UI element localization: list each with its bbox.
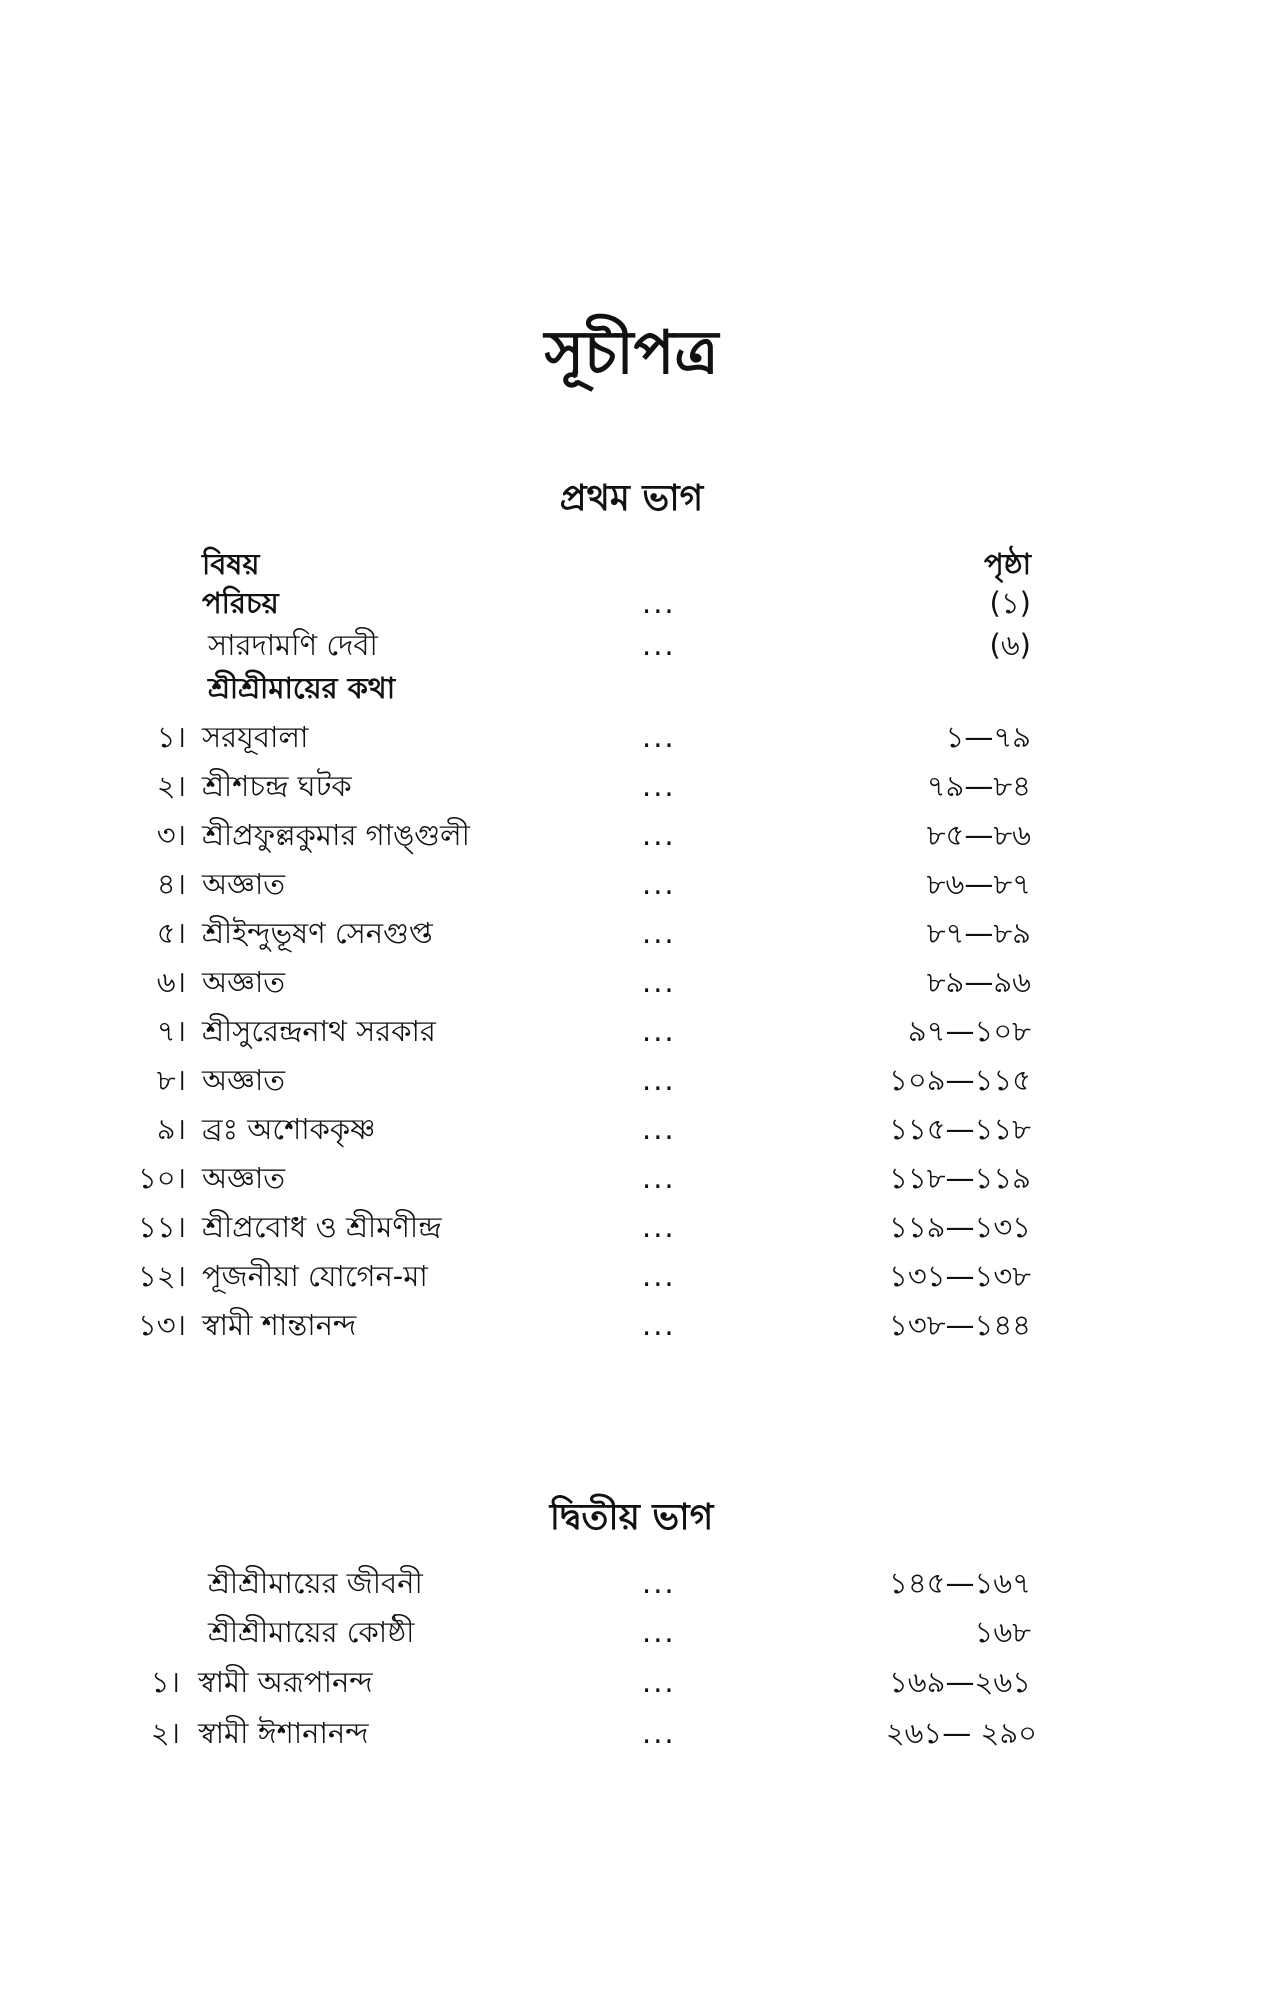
toc-row (0, 622, 1263, 668)
entry-number: ১১। (137, 1210, 186, 1244)
entry-number: ৪। (156, 867, 186, 901)
toc-title: স্বামী শান্তানন্দ (202, 1308, 357, 1342)
leader-dots: ... (642, 1308, 676, 1342)
toc-row (0, 1204, 1263, 1250)
toc-title: শ্রীশ্রীমায়ের কোষ্ঠী (208, 1615, 415, 1649)
toc-title: পরিচয় (202, 586, 279, 620)
leader-dots: ... (642, 720, 676, 754)
toc-title: শ্রীশচন্দ্র ঘটক (202, 769, 352, 803)
toc-row (0, 1008, 1263, 1054)
toc-pages: ১৩৮—১৪৪ (889, 1308, 1031, 1342)
entry-number: ৩। (156, 818, 186, 852)
toc-title: শ্রীসুরেন্দ্রনাথ সরকার (202, 1014, 436, 1048)
toc-pages: ১৪৫—১৬৭ (889, 1566, 1031, 1600)
toc-row (0, 1057, 1263, 1103)
entry-number: ১২। (137, 1259, 186, 1293)
entry-number: ৮। (156, 1063, 186, 1097)
toc-pages: (৬) (989, 628, 1031, 662)
leader-dots: ... (642, 1615, 676, 1649)
toc-row (0, 1106, 1263, 1152)
toc-pages: ১১৯—১৩১ (889, 1210, 1031, 1244)
leader-dots: ... (642, 1014, 676, 1048)
toc-title: পূজনীয়া যোগেন-মা (202, 1259, 428, 1293)
toc-pages: (১) (989, 586, 1031, 620)
entry-number: ১০। (137, 1161, 186, 1195)
leader-dots: ... (642, 1665, 676, 1699)
toc-title: শ্রীপ্রফুল্লকুমার গাঙ্গুলী (202, 818, 470, 852)
entry-number: ৫। (156, 916, 186, 950)
part2-heading: দ্বিতীয় ভাগ (549, 1497, 714, 1538)
leader-dots: ... (642, 1566, 676, 1600)
entry-number: ১। (150, 1665, 180, 1699)
toc-title: সারদামণি দেবী (208, 628, 378, 662)
section-title-row (0, 665, 1263, 711)
toc-row (0, 1609, 1263, 1655)
leader-dots: ... (642, 628, 676, 662)
toc-title: অজ্ঞাত (202, 965, 286, 999)
toc-pages: ১৬৮ (974, 1615, 1031, 1649)
toc-pages: ১৬৯—২৬১ (888, 1665, 1031, 1699)
leader-dots: ... (642, 1716, 676, 1750)
leader-dots: ... (642, 916, 676, 950)
toc-title: শ্রীইন্দুভূষণ সেনগুপ্ত (202, 916, 433, 950)
toc-row (0, 714, 1263, 760)
toc-row (0, 1659, 1263, 1705)
toc-pages: ১১৮—১১৯ (889, 1161, 1031, 1195)
entry-number: ১। (156, 720, 186, 754)
toc-pages: ২৬১— ২৯০ (885, 1716, 1037, 1750)
toc-row (0, 580, 1263, 626)
toc-pages: ৮৬—৮৭ (926, 867, 1031, 901)
toc-title: অজ্ঞাত (202, 1161, 286, 1195)
entry-number: ৬। (156, 965, 186, 999)
toc-title: অজ্ঞাত (202, 867, 286, 901)
toc-title: ব্রঃ অশোককৃষ্ণ (202, 1112, 376, 1146)
toc-pages: ১৩১—১৩৮ (889, 1259, 1031, 1293)
toc-row (0, 910, 1263, 956)
toc-row (0, 1302, 1263, 1348)
page-title: সূচীপত্র (544, 318, 719, 388)
page-column-header: পৃষ্ঠা (984, 547, 1031, 581)
toc-pages: ৮৯—৯৬ (926, 965, 1031, 999)
leader-dots: ... (642, 1259, 676, 1293)
toc-row (0, 959, 1263, 1005)
leader-dots: ... (642, 965, 676, 999)
leader-dots: ... (642, 1063, 676, 1097)
entry-number: ৭। (156, 1014, 186, 1048)
leader-dots: ... (642, 867, 676, 901)
toc-pages: ৭৯—৮৪ (926, 769, 1031, 803)
toc-row (0, 1710, 1263, 1756)
leader-dots: ... (642, 586, 676, 620)
leader-dots: ... (642, 1112, 676, 1146)
toc-row (0, 861, 1263, 907)
entry-number: ২। (150, 1716, 180, 1750)
leader-dots: ... (642, 1161, 676, 1195)
toc-pages: ১১৫—১১৮ (889, 1112, 1031, 1146)
entry-number: ২। (156, 769, 186, 803)
toc-title: অজ্ঞাত (202, 1063, 286, 1097)
toc-row (0, 763, 1263, 809)
toc-pages: ১—৭৯ (945, 720, 1031, 754)
toc-title: শ্রীপ্রবোধ ও শ্রীমণীন্দ্র (202, 1210, 442, 1244)
toc-title: সরযূবালা (202, 720, 309, 754)
toc-title: স্বামী ঈশানানন্দ (198, 1716, 369, 1750)
toc-row (0, 1155, 1263, 1201)
section-title: শ্রীশ্রীমায়ের কথা (208, 671, 396, 705)
entry-number: ৯। (156, 1112, 186, 1146)
toc-pages: ৮৫—৮৬ (926, 818, 1031, 852)
toc-row (0, 812, 1263, 858)
leader-dots: ... (642, 769, 676, 803)
toc-pages: ৯৭—১০৮ (907, 1014, 1031, 1048)
entry-number: ১৩। (137, 1308, 186, 1342)
toc-pages: ৮৭—৮৯ (926, 916, 1031, 950)
toc-pages: ১০৯—১১৫ (889, 1063, 1031, 1097)
toc-row (0, 1253, 1263, 1299)
leader-dots: ... (642, 818, 676, 852)
subject-column-header: বিষয় (202, 547, 260, 581)
toc-title: স্বামী অরূপানন্দ (198, 1665, 373, 1699)
toc-title: শ্রীশ্রীমায়ের জীবনী (208, 1566, 423, 1600)
part1-heading: প্রথম ভাগ (559, 478, 704, 519)
leader-dots: ... (642, 1210, 676, 1244)
toc-row (0, 1560, 1263, 1606)
